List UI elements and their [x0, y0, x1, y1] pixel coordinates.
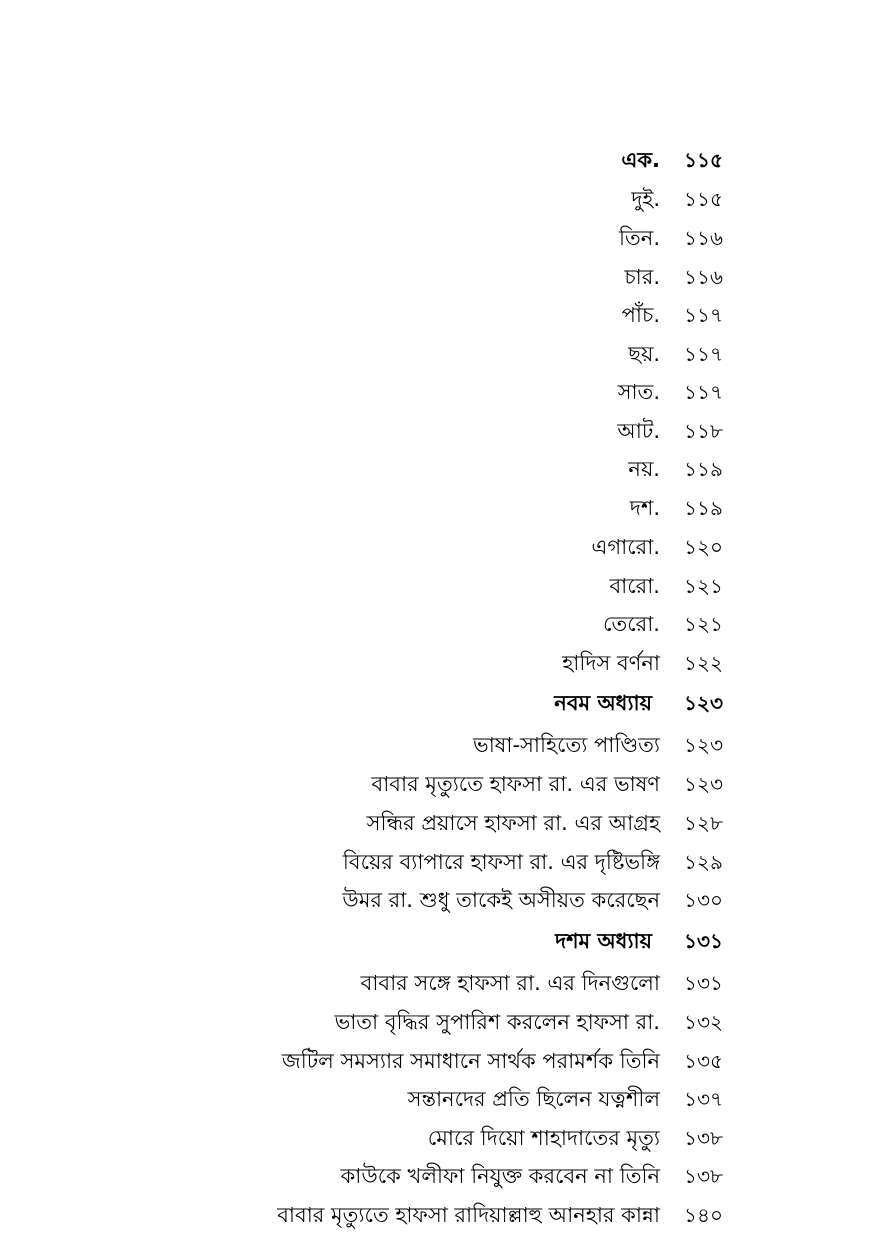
toc-entry-3 [0, 221, 870, 255]
toc-entry-title: চার. [624, 265, 660, 289]
toc-entry-title: আট. [617, 419, 660, 443]
toc-entry-title: দুই. [631, 187, 660, 211]
toc-entry-page: ১৩৭ [684, 1087, 723, 1111]
toc-entry-page: ১৩৮ [684, 1164, 723, 1188]
chapter-page: ১২৩ [684, 691, 723, 715]
toc-entry-page: ১৩৮ [684, 1126, 723, 1150]
toc-entry-page: ১১৯ [684, 457, 723, 481]
toc-entry-title: বিয়ের ব্যাপারে হাফসা রা. এর দৃষ্টিভঙ্গি [342, 850, 660, 874]
toc-entry-page: ১২৮ [684, 811, 723, 835]
toc-entry-page: ১২৩ [684, 733, 723, 757]
toc-entry-25 [0, 1082, 870, 1116]
toc-entry-page: ১১৭ [684, 342, 723, 366]
toc-entry-19 [0, 845, 870, 879]
toc-entry-title: তিন. [619, 226, 660, 250]
toc-entry-title: বারো. [609, 574, 660, 598]
toc-entry-page: ১১৬ [684, 265, 723, 289]
toc-entry-13 [0, 607, 870, 641]
toc-entry-24 [0, 1044, 870, 1078]
toc-entry-20 [0, 883, 870, 917]
toc-entry-5 [0, 298, 870, 332]
toc-entry-28 [0, 1198, 870, 1232]
toc-entry-17 [0, 767, 870, 801]
toc-entry-18 [0, 806, 870, 840]
toc-entry-title: উমর রা. শুধু তাকেই অসীয়ত করেছেন [342, 888, 660, 912]
toc-entry-page: ১১৭ [684, 380, 723, 404]
toc-entry-12 [0, 569, 870, 603]
toc-entry-title: এক. [621, 148, 660, 172]
toc-entry-title: কাউকে খলীফা নিযুক্ত করবেন না তিনি [340, 1164, 660, 1188]
toc-entry-27 [0, 1159, 870, 1193]
toc-entry-page: ১১৬ [684, 226, 723, 250]
toc-entry-title: বাবার সঙ্গে হাফসা রা. এর দিনগুলো [360, 971, 660, 995]
toc-entry-title: মোরে দিয়ো শাহাদাতের মৃত্যু [427, 1126, 660, 1150]
toc-entry-page: ১৩৫ [684, 1049, 723, 1073]
toc-entry-26 [0, 1121, 870, 1155]
toc-entry-7 [0, 375, 870, 409]
toc-entry-title: সন্তানদের প্রতি ছিলেন যত্নশীল [407, 1087, 660, 1111]
toc-entry-page: ১১৫ [684, 187, 723, 211]
toc-entry-10 [0, 491, 870, 525]
toc-entry-title: তেরো. [602, 612, 660, 636]
toc-entry-14 [0, 646, 870, 680]
toc-entry-4 [0, 260, 870, 294]
toc-entry-page: ১৩২ [684, 1010, 723, 1034]
toc-entry-2 [0, 182, 870, 216]
toc-entry-page: ১৪০ [684, 1203, 723, 1227]
toc-entry-title: ভাষা-সাহিত্যে পাণ্ডিত্য [473, 733, 660, 757]
chapter-page: ১৩১ [684, 929, 723, 953]
toc-entry-page: ১২৯ [684, 850, 723, 874]
toc-entry-16 [0, 728, 870, 762]
toc-entry-title: এগারো. [591, 535, 660, 559]
toc-entry-page: ১৩০ [684, 888, 723, 912]
toc-entry-title: বাবার মৃত্যুতে হাফসা রাদিয়াল্লাহু আনহার কান্না [277, 1203, 660, 1227]
toc-entry-8 [0, 414, 870, 448]
toc-entry-6 [0, 337, 870, 371]
toc-entry-title: দশ. [629, 496, 660, 520]
toc-entry-page: ১১৭ [684, 303, 723, 327]
toc-entry-title: সন্ধির প্রয়াসে হাফসা রা. এর আগ্রহ [366, 811, 660, 835]
toc-entry-title: হাদিস বর্ণনা [562, 651, 660, 675]
toc-entry-title: জটিল সমস্যার সমাধানে সার্থক পরামর্শক তিনি [281, 1049, 660, 1073]
toc-entry-1 [0, 143, 870, 177]
toc-entry-23 [0, 1005, 870, 1039]
toc-entry-title: ছয়. [628, 342, 660, 366]
toc-entry-page: ১৩১ [684, 971, 723, 995]
toc-entry-page: ১১৯ [684, 496, 723, 520]
toc-entry-title: পাঁচ. [621, 303, 660, 327]
toc-entry-page: ১২০ [684, 535, 723, 559]
toc-entry-title: নয়. [628, 457, 660, 481]
toc-entry-title: সাত. [617, 380, 660, 404]
toc-entry-22 [0, 966, 870, 1000]
toc-entry-page: ১২২ [684, 651, 723, 675]
toc-chapter-heading [0, 924, 870, 958]
toc-entry-page: ১২৩ [684, 772, 723, 796]
toc-entry-page: ১১৮ [684, 419, 723, 443]
toc-entry-page: ১১৫ [684, 148, 723, 172]
toc-entry-title: ভাতা বৃদ্ধির সুপারিশ করলেন হাফসা রা. [334, 1010, 660, 1034]
toc-entry-title: বাবার মৃত্যুতে হাফসা রা. এর ভাষণ [371, 772, 660, 796]
toc-chapter-heading [0, 686, 870, 720]
toc-entry-9 [0, 452, 870, 486]
chapter-title: দশম অধ্যায় [555, 929, 652, 953]
toc-entry-page: ১২১ [684, 612, 723, 636]
toc-entry-page: ১২১ [684, 574, 723, 598]
toc-entry-11 [0, 530, 870, 564]
chapter-title: নবম অধ্যায় [554, 691, 652, 715]
